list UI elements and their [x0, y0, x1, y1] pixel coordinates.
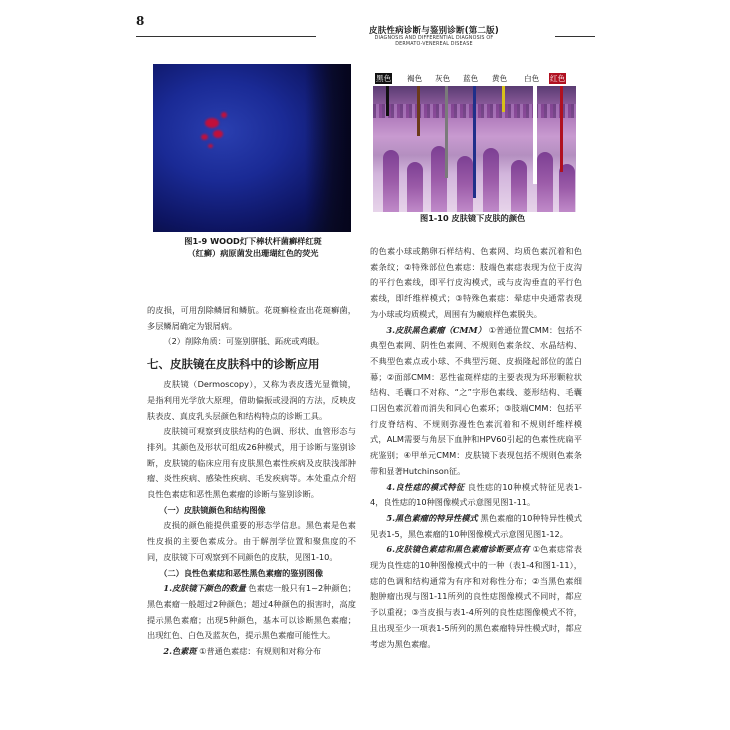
paragraph-body: ①普通色素痣：有规则和对称分布 — [196, 646, 322, 657]
paragraph — [370, 480, 582, 511]
figure-10-caption: 图1-10 皮肤镜下皮肤的颜色 — [420, 213, 526, 223]
paragraph-body: ①色素痣常表现为良性痣的10种图像模式中的一种（表1-4和图1-11），痣的色调和结构通常为有序和对称性分布；②当黑色素细胞肿瘤出现与图1-11所列的良性痣图像模式不同时，都应予以重视；③当皮损与表1-4所列的良性痣图像模式不符，且出现至少一项表1-5所列的黑色素瘤特异性模式时，都应考虑为黑色素瘤。 — [370, 544, 582, 649]
probe-yellow — [502, 86, 505, 112]
right-text-column — [370, 244, 582, 652]
probe-brown — [417, 86, 420, 136]
run-in-heading: 1.皮肤镜下颜色的数量 — [163, 583, 246, 594]
rete-ridge — [457, 156, 473, 212]
rete-ridge — [383, 150, 399, 212]
figure-wood-lamp-photo — [153, 64, 351, 232]
fluorescence-spot — [201, 134, 208, 140]
paragraph: 的皮损，可用刮除鳞屑和鳞肮。花斑癣检查出花斑癣菌，多层鳞屑确定为银屑病。 — [147, 305, 356, 331]
color-label-blue: 蓝色 — [463, 74, 479, 83]
color-label-red: 红色 — [550, 74, 566, 83]
section-heading: 七、皮肤镜在皮肤科中的诊断应用 — [147, 357, 320, 372]
paragraph — [370, 323, 582, 480]
color-label-yellow: 黄色 — [492, 74, 508, 83]
paragraph — [370, 542, 582, 652]
paragraph-body: 色素痣一般只有1~2种颜色；黑色素瘤一般超过2种颜色；超过4种颜色的损害时，高度提示黑色素瘤；出现5种颜色，基本可以诊断黑色素瘤；出现红色、白色及蓝灰色，提示黑色素瘤可能性大。 — [147, 583, 356, 641]
paragraph: 皮损的颜色能提供重要的形态学信息。黑色素是色素性皮损的主要色素成分。由于解剖学位置和聚焦度的不同，皮肤镜下可观察到不同颜色的皮肤，见图1-10。 — [147, 520, 356, 562]
shadow-region — [305, 64, 351, 232]
paragraph: 皮肤镜（Dermoscopy），又称为表皮透光显微镜，是指利用光学放大原理，借助偏振或浸润的方法，反映皮肤表皮、真皮乳头层颜色和结构特点的诊断工具。 — [147, 379, 356, 421]
running-header — [318, 24, 550, 48]
page-number: 8 — [136, 14, 145, 28]
paragraph: 皮肤镜可观察到皮肤结构的色调、形状、血管形态与排列。其颜色及形状可组成26种模式，用于诊断与鉴别诊断，皮肤镜的临床应用有皮肤黑色素性疾病及皮肤浅部肿瘤、炎性疾病、感染性疾病、毛发疾病等。本处重点介绍良性色素痣和恶性黑色素瘤的诊断与鉴别诊断。 — [147, 426, 356, 500]
paragraph-body: 黑色素瘤的10种特异性模式见表1-5，黑色素瘤的10种图像模式示意图见图1-12。 — [370, 512, 582, 539]
paragraph-body: 良性痣的10种模式特征见表1-4，良性痣的10种图像模式示意图见图1-11。 — [370, 481, 582, 508]
color-label-black: 黑色 — [376, 74, 392, 83]
rete-ridge — [537, 152, 553, 212]
color-label-row — [373, 73, 576, 85]
paragraph: （2）削除角质：可鉴别胼胝、跖疣或鸡眼。 — [163, 336, 325, 347]
fluorescence-spot — [208, 144, 213, 148]
figure-dermoscopy-colors — [373, 69, 576, 213]
color-label-brown: 褐色 — [407, 74, 423, 83]
rete-ridge — [511, 160, 527, 212]
run-in-heading: 6.皮肤镜色素痣和黑色素瘤诊断要点有 — [386, 544, 530, 555]
paragraph-body: ①普通位置CMM：包括不典型色素网、阴性色素网、不规则色素条纹、水晶结构、不典型色素点或小球、不典型污斑、皮损隆起部位的蓝白幕；②面部CMM：恶性雀斑样痣的主要表现为环形颗粒状结构、毛囊口不对称、“之”字形色素线、菱形结构、毛囊口因色素沉着而消失和同心色素环；③肢端CMM：包括平行皮脊结构、不规则弥漫性色素沉着和不规则纤维样模式，ALM需要与角层下血肿和HPV60引起的色素性疣扁平疣鉴别；④甲单元CMM：皮肤镜下表现包括不规则色素条带和显著Hutchinson征。 — [370, 324, 582, 476]
header-rule-right — [555, 36, 595, 37]
paragraph — [370, 511, 582, 542]
figure-9-caption-line-2: （红癣）病原菌发出珊瑚红色的荧光 — [187, 248, 319, 258]
probe-white — [533, 86, 537, 184]
figure-9-caption — [158, 235, 348, 259]
probe-black — [386, 86, 389, 116]
color-label-gray: 灰色 — [435, 74, 451, 83]
probe-red — [560, 86, 563, 172]
book-title-en-line-1: DIAGNOSIS AND DIFFERENTIAL DIAGNOSIS OF — [374, 36, 494, 41]
color-label-white: 白色 — [524, 74, 540, 83]
run-in-heading: 5.黑色素瘤的特异性模式 — [386, 512, 478, 523]
rete-ridge — [483, 148, 499, 212]
paragraph — [147, 644, 356, 660]
probe-blue — [473, 86, 476, 198]
run-in-heading: 3.皮肤黑色素瘤（CMM） — [386, 324, 486, 335]
left-text-column — [147, 303, 356, 660]
run-in-heading: 2.色素斑 — [163, 646, 197, 657]
paragraph: 的色素小球或鹅卵石样结构、色素网、均质色素沉着和色素条纹；②特殊部位色素痣：肢端色素痣表现为位于皮沟的平行色素线，即平行皮沟模式，或与皮沟垂直的平行色素线，即纤维样模式；③特殊色素痣：晕痣中央通常表现为小球或均质模式，周围有为癜痕样色素脱失。 — [370, 246, 582, 319]
subsection-heading: （二）良性色素痣和恶性黑色素瘤的鉴别图像 — [159, 567, 324, 578]
figure-9-caption-line-1: 图1-9 WOOD灯下棒状杆菌癣样红斑 — [184, 236, 322, 246]
book-title-en-line-2: DERMATO-VENEREAL DISEASE — [395, 42, 473, 47]
fluorescence-spot — [205, 118, 219, 128]
rete-ridge — [407, 162, 423, 212]
subsection-heading: （一）皮肤镜颜色和结构图像 — [159, 504, 266, 515]
book-title: 皮肤性病诊断与鉴别诊断(第二版) — [369, 26, 499, 36]
fluorescence-spot — [221, 112, 227, 118]
fluorescence-spot — [213, 130, 223, 138]
probe-gray — [445, 86, 448, 178]
paragraph — [147, 581, 356, 644]
run-in-heading: 4.良性痣的模式特征 — [386, 481, 465, 492]
header-rule-left — [136, 36, 316, 37]
